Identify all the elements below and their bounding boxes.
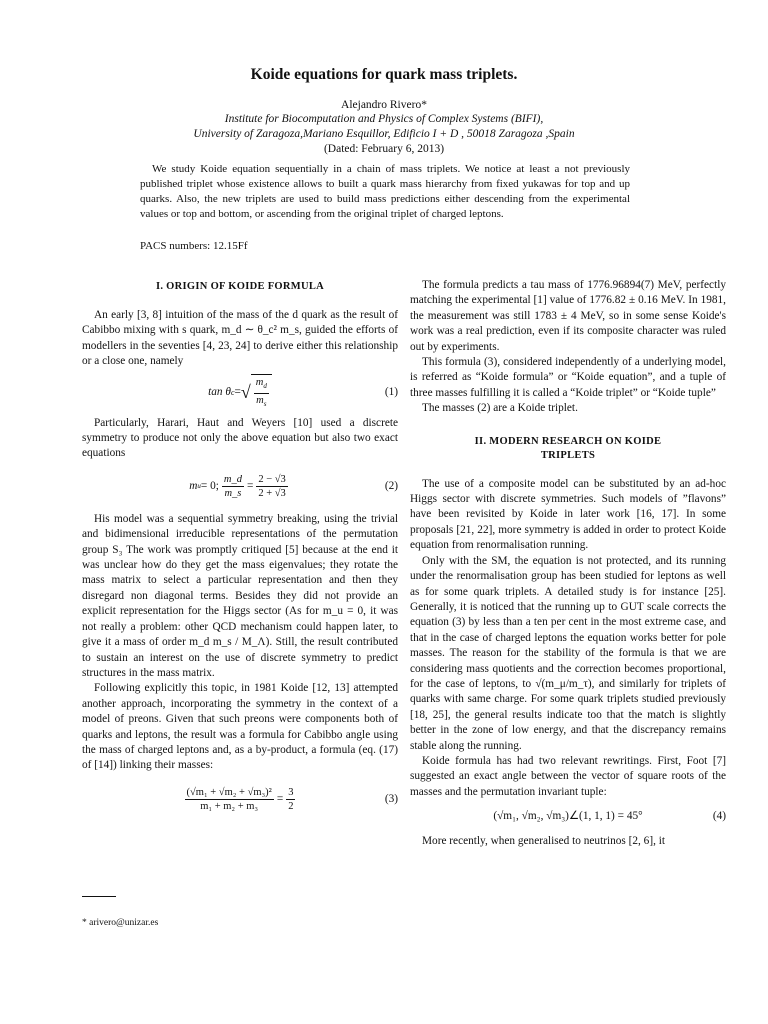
section-1-paragraph-2: Particularly, Harari, Haut and Weyers [10] used a discrete symmetry to produce not only the above equation but also two exact equations [82,416,398,460]
equation-4 [410,800,726,834]
eq3-fraction-2 [286,786,295,813]
eq2-zero: = 0; [200,480,219,493]
equation-3 [82,774,398,826]
right-paragraph-2: This formula (3), considered independently of a underlying model, is referred as “Koide formula” or “Koide equation”, and a tuple of three masses fulfilling it is called a “Koide triplet” or “Koide tuple” [410,356,726,399]
eq1-sqrt [241,374,272,411]
eq3-r-top: 3 [288,787,294,799]
section-2-heading [410,435,726,463]
left-column [82,280,398,826]
sqrt-sign-icon: √ [240,381,251,402]
eq2-f2-bot: 2 + √3 [258,488,286,500]
eq2-f1-bot: m_s [224,488,242,500]
equation-2 [82,462,398,512]
dated-line: (Dated: February 6, 2013) [323,143,445,155]
eq1-radicand [251,374,272,411]
eq2-fraction-2 [256,473,287,500]
affiliation-line-1: Institute for Biocomputation and Physics of Complex Systems (BIFI), [224,113,544,125]
section-1-paragraph-1: An early [3, 8] intuition of the mass of the d quark as the result of Cabibbo mixing with s quark, m_d ∼ θ_c² m_s, guided the efforts of modellers in the seventies [4, 23, 24] to derive either this relationship or a close one, namely [82,309,398,368]
eq3-top: (√m₁ + √m₂ + √m₃)² [186,787,272,799]
right-paragraph-6: Koide formula has had two relevant rewritings. First, Foot [7] suggested an exact angle between the vector of square roots of the masses and the permutation invariant tuple: [410,754,726,798]
affiliation [0,112,768,142]
eq2-mu-sub: u [197,482,201,491]
paper-title: Koide equations for quark mass triplets. [250,66,518,83]
right-paragraph-4: The use of a composite model can be substituted by an ad-hoc Higgs sector with discrete symmetries. Such models of ”flavons” have been revisited by Koide in later work [16, 17]. In some proposals [21, 22], more symmetry is added in order to protect Koide equation from renormalisation running. [410,477,726,552]
section-2-heading-line-1: II. MODERN RESEARCH ON KOIDE [474,435,662,447]
eq2-equals: = [246,480,254,493]
eq2-mu: m [189,480,198,493]
eq1-fraction [254,376,269,411]
eq3-tag: (3) [384,793,398,806]
abstract [140,162,630,222]
eq1-lhs-sub: c [230,387,235,397]
section-1-paragraph-4: Following explicitly this topic, in 1981 Koide [12, 13] attempted another approach, incorporating the symmetry in the context of a model of preons. Given that such preons were components both of quarks and leptons, the result was a formula for Cabibbo angle using the mass of charged leptons and, as a by-product, a formula (eq. (17) of [14]) linking their masses: [82,682,398,772]
section-2-heading-line-2: TRIPLETS [540,449,596,461]
eq1-num: m [255,377,264,389]
eq3-fraction-1 [185,786,274,813]
equation-1 [82,370,398,416]
right-paragraph-5: Only with the SM, the equation is not protected, and its running under the renormalisation group has been studied for leptons as well as for some quark triplets. A detailed study is for instance [25]. Generally, it is noticed that the running up to GUT scale corrects the equation (3) by less than a ten per cent in the most extreme case, and that in the case of charged leptons the equation works better for pole masses. The reason for the stability of the formula is that we are considering mass quotients and the correction becomes proportional, for the case of leptons, to √(m_μ/m_τ), and similarly for triplets of quarks with same charge. For some quark triplets studied previously [18, 25], the general results indicate too that the match is slightly better in the zone of low energy, and that the discrepancy remains stable along the running. [410,554,726,752]
eq1-num-sub: d [263,382,267,391]
right-paragraph-7: More recently, when generalised to neutrinos [2, 6], it [422,835,666,848]
pacs-numbers: PACS numbers: 12.15Ff [140,240,248,252]
eq3-equals: = [276,793,284,806]
eq1-lhs: tan θ [208,385,231,398]
eq2-tag: (2) [384,480,398,493]
eq3-r-bot: 2 [288,801,294,813]
author-name: Alejandro Rivero* [341,99,427,111]
section-1-heading: I. ORIGIN OF KOIDE FORMULA [155,281,325,292]
eq2-f2-top: 2 − √3 [258,474,286,486]
right-paragraph-3: The masses (2) are a Koide triplet. [422,402,578,415]
footnote-rule [82,896,116,897]
eq3-bot: m₁ + m₂ + m₃ [200,801,259,813]
eq4-body: (√m₁, √m₂, √m₃)∠(1, 1, 1) = 45° [493,810,643,823]
eq4-tag: (4) [712,810,726,823]
eq2-f1-top: m_d [223,474,242,486]
section-1-paragraph-3: His model was a sequential symmetry breaking, using the trivial and bidimensional irreducible representations of the permutation group S₃ The work was promptly critiqued [5] because at the end it was unclear how do they get the mass eigenvalues; they rotate the mass matrix to select a particular representation and then they disregard non diagonal terms. Besides they did not provide an explicit representation for the Higgs sector (As for m_u = 0, it was not really a problem: other QCD mechanism could happen later, to give it a mass of order m_d m_s / M_Λ). Still, the result contributed to sustain an interest on the use of discrete symmetry to predict structures in the mass matrix. [82,512,398,679]
eq1-equals: = [234,385,241,398]
eq1-den-sub: s [263,400,267,409]
eq1-den: m [256,395,264,407]
eq1-tag: (1) [384,385,398,398]
affiliation-line-2: University of Zaragoza,Mariano Esquillor, Edificio I + D , 50018 Zaragoza ,Spain [193,128,575,140]
footnote-email: * arivero@unizar.es [82,918,159,928]
abstract-text: We study Koide equation sequentially in a chain of mass triplets. We notice at least a not previously published triplet whose existence allows to built a quark mass hierarchy from fixed yukawas for top and up quarks. Also, the new triplets are used to build mass predictions either descending from the experimental values or top and bottom, or ascending from the original triplet of charged leptons. [140,163,630,221]
right-column [410,278,726,850]
eq2-fraction-1 [222,473,244,500]
right-paragraph-1: The formula predicts a tau mass of 1776.96894(7) MeV, perfectly matching the experimental [1] value of 1776.82 ± 0.16 MeV. In 1981, the measurement was still 1783 ± 4 MeV, so in some sense Koide's work was a real prediction, even if its composite character was ruled out by experiments. [410,279,726,353]
